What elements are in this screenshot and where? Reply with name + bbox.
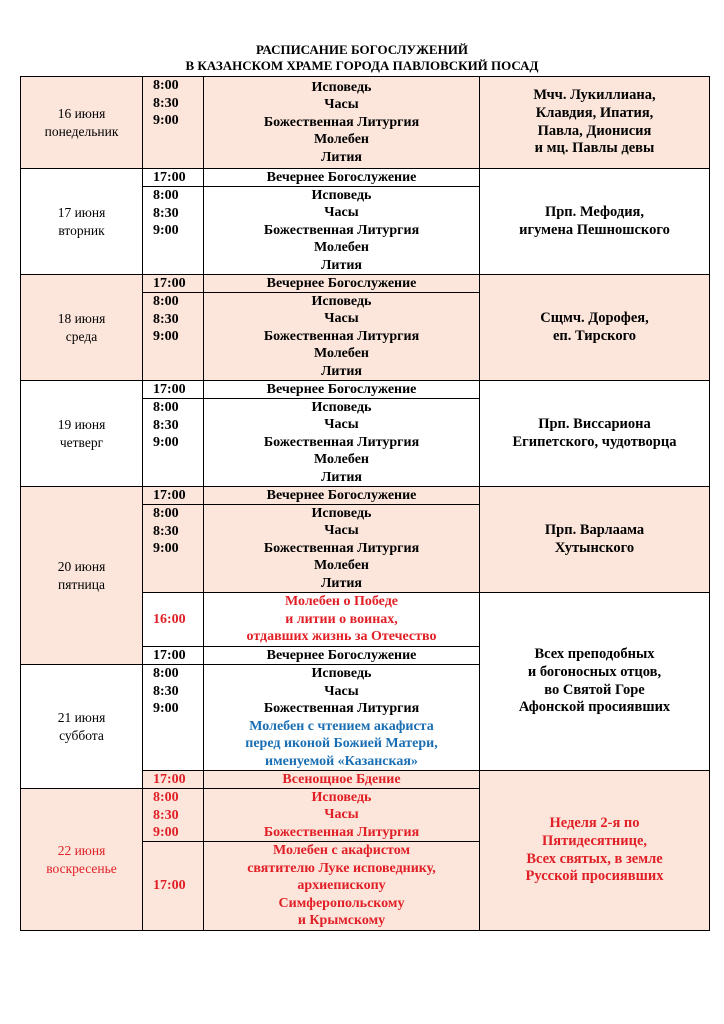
date-cell-17-line: 17 июня bbox=[57, 204, 106, 220]
time-cell bbox=[142, 592, 204, 647]
service-cell-line: Лития bbox=[320, 149, 362, 165]
time-cell bbox=[142, 186, 204, 275]
service-cell-line: Молебен о Победе bbox=[284, 594, 399, 610]
saint-cell-line: Мчч. Лукиллиана, bbox=[533, 87, 656, 104]
saint-cell bbox=[479, 168, 710, 275]
service-cell-line: Божественная Литургия bbox=[263, 222, 420, 238]
saint-cell-line: еп. Тирского bbox=[552, 327, 637, 344]
service-cell-line: Божественная Литургия bbox=[263, 114, 420, 130]
time-cell-line: 17:00 bbox=[153, 647, 186, 663]
time-cell bbox=[142, 274, 204, 293]
service-cell-line: архиепископу bbox=[297, 878, 386, 894]
time-cell-line: 17:00 bbox=[153, 275, 186, 291]
time-cell-line: 8:30 bbox=[153, 205, 179, 221]
service-cell bbox=[203, 398, 480, 487]
date-cell-22-line: воскресенье bbox=[46, 860, 117, 876]
time-cell bbox=[142, 168, 204, 187]
saint-cell-line: Неделя 2-я по bbox=[549, 815, 640, 832]
saint-cell bbox=[479, 76, 710, 169]
date-cell-19 bbox=[20, 380, 143, 487]
date-cell-20-line: 20 июня bbox=[57, 558, 106, 574]
service-cell-line: Часы bbox=[324, 683, 359, 699]
service-cell-line: Часы bbox=[324, 417, 359, 433]
saint-cell-line: Прп. Мефодия, bbox=[544, 203, 645, 220]
date-cell-20 bbox=[20, 486, 143, 665]
time-cell-line: 9:00 bbox=[153, 113, 179, 129]
time-cell bbox=[142, 380, 204, 399]
service-cell-line: и литии о воинах, bbox=[285, 611, 398, 627]
time-cell-line: 9:00 bbox=[153, 701, 179, 717]
date-cell-22-line: 22 июня bbox=[57, 842, 106, 858]
service-cell-line: Божественная Литургия bbox=[263, 701, 420, 717]
service-cell-line: Исповедь bbox=[311, 293, 372, 309]
date-cell-18-line: 18 июня bbox=[57, 310, 106, 326]
service-cell-line: Вечернее Богослужение bbox=[266, 169, 417, 185]
service-cell bbox=[203, 486, 480, 505]
date-cell-17 bbox=[20, 168, 143, 275]
time-cell-line: 8:00 bbox=[153, 666, 179, 681]
date-cell-19-line: четверг bbox=[59, 434, 104, 450]
time-cell-line: 9:00 bbox=[153, 435, 179, 451]
service-cell bbox=[203, 841, 480, 931]
time-cell-line: 8:30 bbox=[153, 807, 179, 823]
date-cell-21-line: 21 июня bbox=[57, 709, 106, 725]
saint-cell-line: и богоносных отцов, bbox=[527, 663, 662, 680]
service-cell bbox=[203, 770, 480, 789]
service-cell-line: Молебен bbox=[313, 240, 369, 256]
time-cell bbox=[142, 841, 204, 931]
saint-cell-line: Павла, Дионисия bbox=[537, 122, 652, 139]
service-cell-line: Лития bbox=[320, 469, 362, 485]
time-cell-line: 9:00 bbox=[153, 541, 179, 557]
time-cell-line: 8:30 bbox=[153, 683, 179, 699]
service-cell-line: Божественная Литургия bbox=[263, 434, 420, 450]
service-cell-line: Всенощное Бдение bbox=[282, 771, 401, 787]
time-cell bbox=[142, 664, 204, 771]
saint-cell bbox=[479, 770, 710, 931]
date-cell-18-line: среда bbox=[65, 328, 98, 344]
time-cell-line: 8:00 bbox=[153, 78, 179, 93]
service-cell-line: Божественная Литургия bbox=[263, 540, 420, 556]
time-cell-line: 9:00 bbox=[153, 329, 179, 345]
service-cell bbox=[203, 274, 480, 293]
time-cell-line: 16:00 bbox=[153, 611, 186, 627]
time-cell-line: 8:00 bbox=[153, 294, 179, 309]
title-line-2: В КАЗАНСКОМ ХРАМЕ ГОРОДА ПАВЛОВСКИЙ ПОСАД bbox=[185, 58, 539, 73]
service-cell-line: перед иконой Божией Матери, bbox=[245, 736, 438, 752]
service-cell-line: именуемой «Казанская» bbox=[265, 753, 418, 769]
time-cell-line: 9:00 bbox=[153, 825, 179, 841]
date-cell-16 bbox=[20, 76, 143, 169]
time-cell-line: 8:30 bbox=[153, 95, 179, 111]
service-cell-line: Божественная Литургия bbox=[263, 824, 420, 840]
service-cell bbox=[203, 646, 480, 665]
time-cell-line: 17:00 bbox=[153, 169, 186, 185]
service-cell-line: Исповедь bbox=[311, 505, 372, 521]
time-cell bbox=[142, 76, 204, 169]
service-cell-line: Вечернее Богослужение bbox=[266, 647, 417, 663]
service-cell bbox=[203, 664, 480, 771]
saint-cell-line: Всех святых, в земле bbox=[526, 850, 663, 867]
service-cell-line: Молебен с акафистом bbox=[272, 843, 410, 859]
saint-cell-line: Прп. Виссариона bbox=[538, 415, 651, 432]
service-cell-line: Молебен bbox=[313, 452, 369, 468]
service-cell-line: Вечернее Богослужение bbox=[266, 487, 417, 503]
service-cell-line: святителю Луке исповеднику, bbox=[247, 860, 436, 876]
page-title bbox=[20, 42, 704, 74]
saint-cell-line: и мц. Павлы девы bbox=[534, 140, 655, 157]
service-cell-line: Лития bbox=[320, 575, 362, 591]
time-cell-line: 17:00 bbox=[153, 381, 186, 397]
saint-cell-line: Сщмч. Дорофея, bbox=[540, 309, 649, 326]
service-cell bbox=[203, 76, 480, 169]
saint-cell-line: Всех преподобных bbox=[534, 646, 655, 663]
service-cell-line: Божественная Литургия bbox=[263, 328, 420, 344]
time-cell-line: 8:30 bbox=[153, 523, 179, 539]
service-cell-line: Часы bbox=[324, 523, 359, 539]
service-cell-line: Часы bbox=[324, 97, 359, 113]
time-cell bbox=[142, 398, 204, 487]
service-cell-line: Молебен bbox=[313, 558, 369, 574]
saint-cell bbox=[479, 274, 710, 381]
date-cell-17-line: вторник bbox=[58, 222, 105, 238]
saint-cell bbox=[479, 592, 710, 771]
service-cell bbox=[203, 186, 480, 275]
saint-cell-line: игумена Пешношского bbox=[519, 221, 670, 238]
service-cell bbox=[203, 168, 480, 187]
service-cell-line: Исповедь bbox=[311, 666, 372, 681]
service-cell-line: Молебен bbox=[313, 346, 369, 362]
time-cell-line: 8:30 bbox=[153, 417, 179, 433]
service-cell-line: Часы bbox=[324, 311, 359, 327]
time-cell bbox=[142, 292, 204, 381]
service-cell bbox=[203, 592, 480, 647]
time-cell-line: 17:00 bbox=[153, 878, 186, 894]
saint-cell-line: Прп. Варлаама bbox=[544, 521, 645, 538]
service-cell bbox=[203, 380, 480, 399]
time-cell-line: 8:00 bbox=[153, 506, 179, 521]
service-cell-line: Исповедь bbox=[311, 399, 372, 415]
service-cell-line: Лития bbox=[320, 363, 362, 379]
service-cell-line: Исповедь bbox=[311, 79, 372, 95]
time-cell bbox=[142, 770, 204, 789]
service-cell-line: Молебен bbox=[313, 132, 369, 148]
saint-cell-line: Русской просиявших bbox=[525, 868, 664, 885]
date-cell-21-line: суббота bbox=[59, 727, 104, 743]
saint-cell bbox=[479, 486, 710, 593]
service-cell bbox=[203, 788, 480, 842]
service-cell-line: Вечернее Богослужение bbox=[266, 275, 417, 291]
service-cell-line: Часы bbox=[324, 205, 359, 221]
service-cell-line: Исповедь bbox=[311, 187, 372, 203]
saint-cell bbox=[479, 380, 710, 487]
schedule-grid bbox=[20, 76, 709, 930]
saint-cell-line: Клавдия, Ипатия, bbox=[535, 104, 654, 121]
saint-cell-line: Пятидесятнице, bbox=[541, 832, 648, 849]
date-cell-16-line: понедельник bbox=[44, 123, 119, 139]
service-cell bbox=[203, 292, 480, 381]
service-cell-line: Симферопольскому bbox=[278, 895, 405, 911]
time-cell bbox=[142, 788, 204, 842]
service-cell bbox=[203, 504, 480, 593]
saint-cell-line: во Святой Горе bbox=[544, 681, 645, 698]
service-cell-line: Вечернее Богослужение bbox=[266, 381, 417, 397]
service-cell-line: Лития bbox=[320, 257, 362, 273]
time-cell bbox=[142, 504, 204, 593]
time-cell bbox=[142, 486, 204, 505]
time-cell-line: 8:00 bbox=[153, 188, 179, 203]
time-cell-line: 9:00 bbox=[153, 223, 179, 239]
service-cell-line: Часы bbox=[324, 807, 359, 823]
saint-cell-line: Афонской просиявших bbox=[518, 699, 671, 716]
time-cell-line: 17:00 bbox=[153, 771, 186, 787]
date-cell-18 bbox=[20, 274, 143, 381]
time-cell-line: 17:00 bbox=[153, 487, 186, 503]
time-cell bbox=[142, 646, 204, 665]
service-cell-line: Исповедь bbox=[311, 789, 372, 805]
date-cell-21 bbox=[20, 664, 143, 789]
date-cell-20-line: пятница bbox=[58, 576, 105, 592]
service-cell-line: Молебен с чтением акафиста bbox=[249, 718, 434, 734]
service-cell-line: и Крымскому bbox=[297, 913, 386, 929]
title-line-1: РАСПИСАНИЕ БОГОСЛУЖЕНИЙ bbox=[256, 42, 468, 57]
service-cell-line: отдавших жизнь за Отечество bbox=[246, 629, 437, 645]
time-cell-line: 8:30 bbox=[153, 311, 179, 327]
date-cell-16-line: 16 июня bbox=[57, 105, 106, 121]
date-cell-22 bbox=[20, 788, 143, 931]
saint-cell-line: Хутынского bbox=[554, 539, 635, 556]
date-cell-19-line: 19 июня bbox=[57, 416, 106, 432]
time-cell-line: 8:00 bbox=[153, 790, 179, 805]
time-cell-line: 8:00 bbox=[153, 400, 179, 415]
saint-cell-line: Египетского, чудотворца bbox=[512, 433, 677, 450]
